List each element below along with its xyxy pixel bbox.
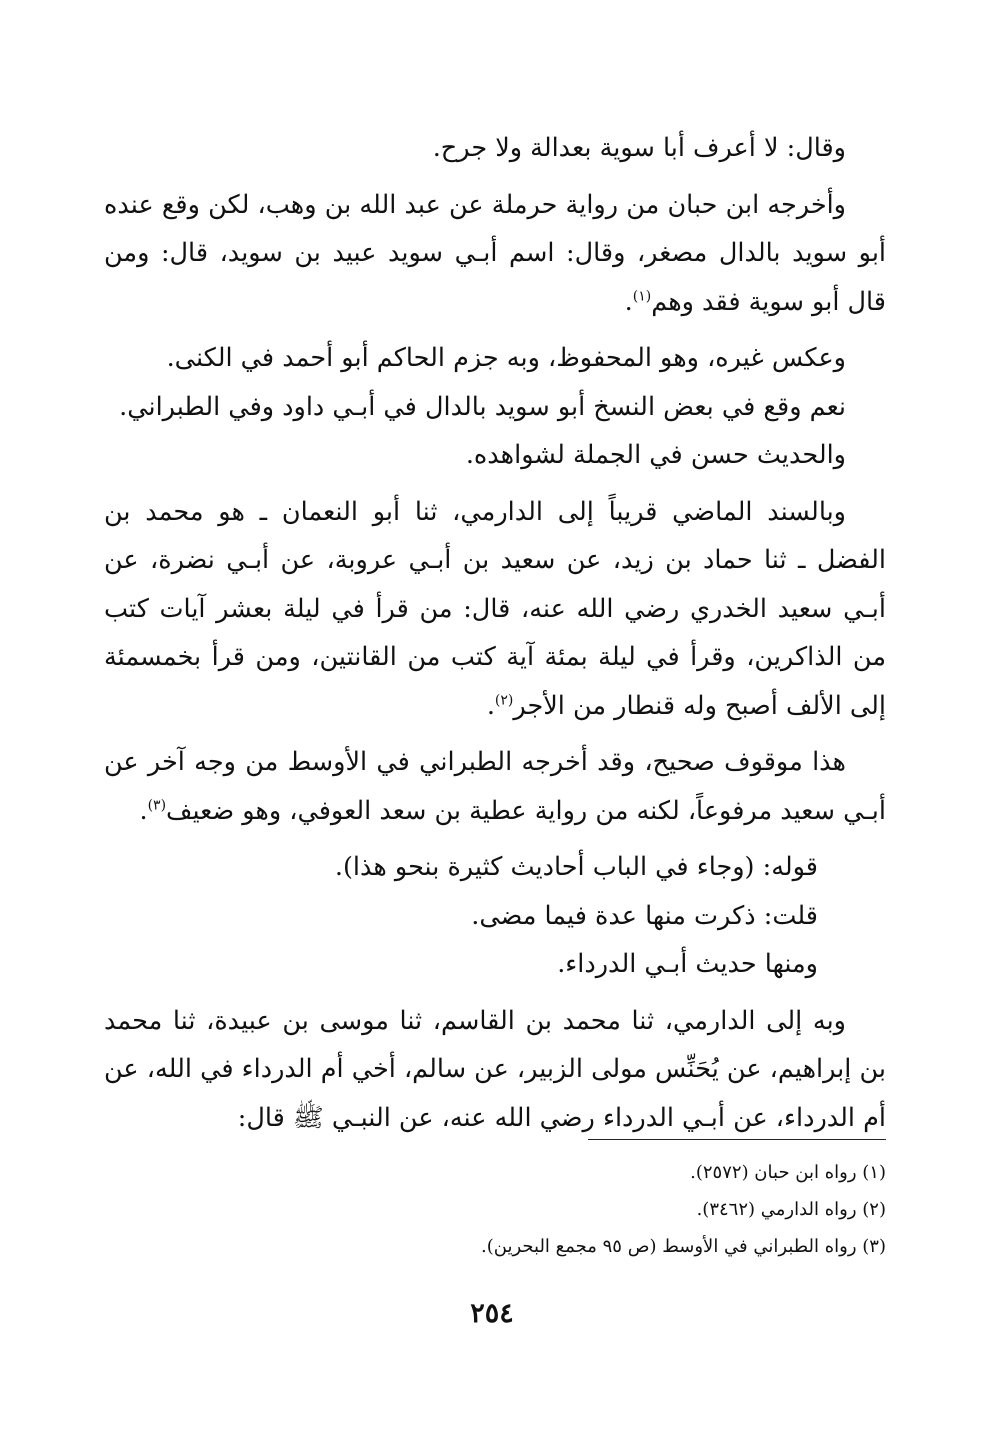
paragraph-5-text: والحديث حسن في الجملة لشواهده. [465, 440, 846, 470]
paragraph-11-text: وبه إلى الدارمي، ثنا محمد بن القاسم، ثنا موسى بن عبيدة، ثنا محمد بن إبراهيم، عن يُحَنِّس مولى الزبير، عن سالم، أخي أم الدرداء في الله، عن أم الدرداء، عن أبـي الدرداء رضي الله عنه، عن النبـي ﷺ قال: [104, 1005, 886, 1133]
paragraph-3 [104, 334, 886, 383]
paragraph-3-text: وعكس غيره، وهو المحفوظ، وبه جزم الحاكم أبو أحمد في الكنى. [166, 343, 846, 373]
paragraph-7 [104, 738, 886, 835]
footnote-3: (٣) رواه الطبراني في الأوسط (ص ٩٥ مجمع البحرين). [481, 1236, 886, 1257]
footnote-divider [588, 1139, 886, 1140]
paragraph-7-end: . [139, 795, 148, 826]
paragraph-1-text: وقال: لا أعرف أبا سوية بعدالة ولا جرح. [432, 133, 846, 163]
paragraph-11 [104, 997, 886, 1143]
footnote-ref-3: (٣) [147, 797, 167, 813]
footnotes [104, 1154, 886, 1265]
paragraph-8 [104, 843, 886, 892]
paragraph-6-text: وبالسند الماضي قريباً إلى الدارمي، ثنا أبو النعمان ـ هو محمد بن الفضل ـ ثنا حماد بن زيد، عن سعيد بن أبـي عروبة، عن أبـي نضرة، عن أبـي سعيد الخدري رضي الله عنه، قال: من قرأ في ليلة بعشر آيات كتب من الذاكرين، وقرأ في ليلة بمئة آية كتب من القانتين، ومن قرأ بخمسمئة إلى الألف أصبح وله قنطار من الأجر [104, 496, 886, 721]
footnote-ref-1: (١) [632, 288, 652, 304]
paragraph-5 [104, 431, 886, 480]
paragraph-2-text: وأخرجه ابن حبان من رواية حرملة عن عبد الله بن وهب، لكن وقع عنده أبو سويد بالدال مصغر، وقال: اسم أبـي سويد عبيد بن سويد، قال: ومن قال أبو سوية فقد وهم [104, 189, 886, 317]
paragraph-6 [104, 488, 886, 731]
paragraph-10 [104, 940, 886, 989]
paragraph-1 [104, 124, 886, 173]
paragraph-7-text: هذا موقوف صحيح، وقد أخرجه الطبراني في الأوسط من وجه آخر عن أبـي سعيد مرفوعاً، لكنه من رواية عطية بن سعد العوفي، وهو ضعيف [104, 747, 886, 826]
footnote-1: (١) رواه ابن حبان (٢٥٧٢). [690, 1162, 886, 1183]
paragraph-4 [104, 383, 886, 432]
paragraph-8-text: قوله: (وجاء في الباب أحاديث كثيرة بنحو هذا). [334, 852, 818, 882]
page-number: ٢٥٤ [470, 1298, 514, 1329]
paragraph-2-end: . [624, 286, 633, 317]
paragraph-2 [104, 181, 886, 327]
paragraph-6-end: . [486, 690, 495, 721]
paragraph-4-text: نعم وقع في بعض النسخ أبو سويد بالدال في أبـي داود وفي الطبراني. [119, 391, 846, 422]
paragraph-9 [104, 892, 886, 941]
paragraph-10-text: ومنها حديث أبـي الدرداء. [557, 949, 818, 979]
paragraph-9-text: قلت: ذكرت منها عدة فيما مضى. [471, 900, 818, 931]
main-text [104, 124, 886, 1142]
footnote-2: (٢) رواه الدارمي (٣٤٦٢). [696, 1199, 886, 1220]
footnote-ref-2: (٢) [494, 692, 514, 708]
